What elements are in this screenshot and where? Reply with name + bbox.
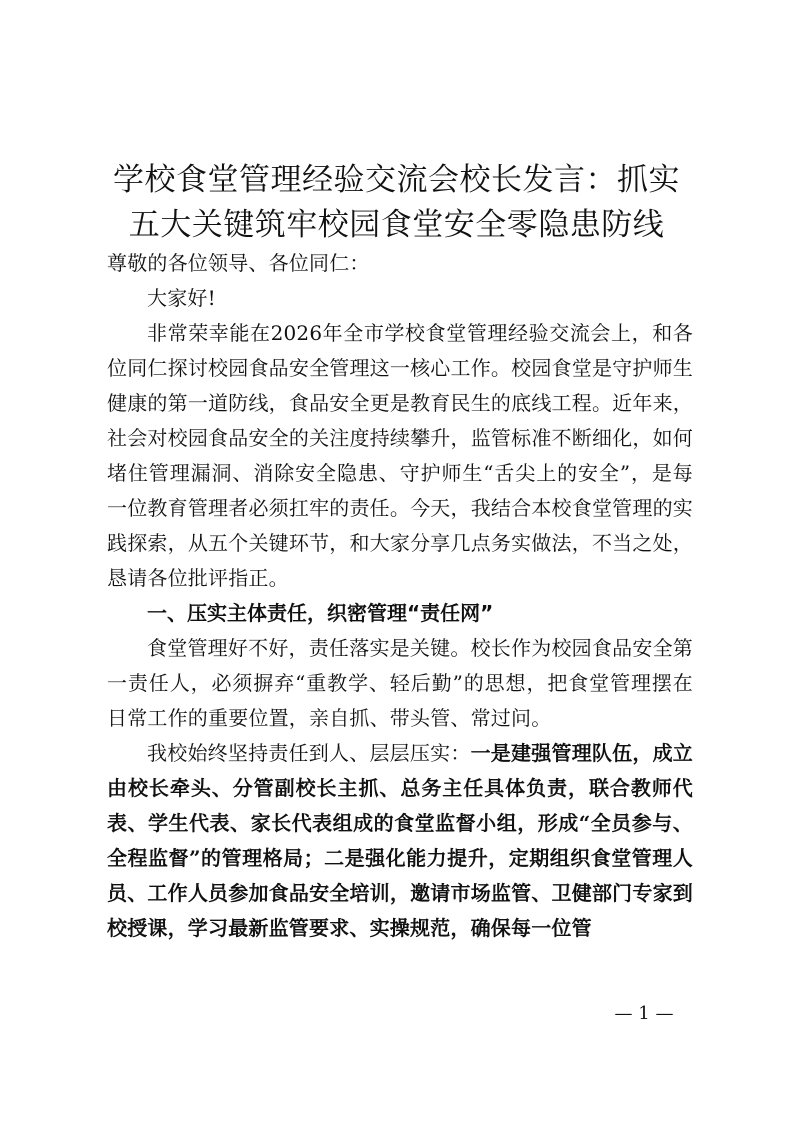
- title-line-2: 五大关键筑牢校园食堂安全零隐患防线: [128, 206, 665, 243]
- intro-paragraph: 非常荣幸能在2026年全市学校食堂管理经验交流会上，和各位同仁探讨校园食品安全管理这一核心工作。校园食堂是守护师生健康的第一道防线，食品安全更是教育民生的底线工程。近年来，社会对校园食品安全的关注度持续攀升，监管标准不断细化，如何堵住管理漏洞、消除安全隐患、守护师生“舌尖上的安全”，是每一位教育管理者必须扛牢的责任。今天，我结合本校食堂管理的实践探索，从五个关键环节，和大家分享几点务实做法，不当之处，恳请各位批评指正。: [107, 321, 693, 590]
- section-1-paragraph-2-bold-text: 一是建强管理队伍，成立由校长牵头、分管副校长主抓、总务主任具体负责，联合教师代表、学生代表、家长代表组成的食堂监督小组，形成“全员参与、全程监督”的管理格局；二是强化能力提升，定期组织食堂管理人员、工作人员参加食品安全培训，邀请市场监管、卫健部门专家到校授课，学习最新监管要求、实操规范，确保每一位管: [107, 741, 694, 940]
- section-1-paragraph-1: 食堂管理好不好，责任落实是关键。校长作为校园食品安全第一责任人，必须摒弃“重教学、轻后勤”的思想，把食堂管理摆在日常工作的重要位置，亲自抓、带头管、常过问。: [107, 636, 693, 730]
- section-1-heading: 一、压实主体责任，织密管理“责任网”: [147, 601, 494, 625]
- greeting: 大家好!: [147, 286, 216, 310]
- section-1-paragraph-2-lead: 我校始终坚持责任到人、层层压实：: [147, 741, 471, 765]
- salutation: 尊敬的各位领导、各位同仁：: [107, 251, 370, 275]
- title-line-1: 学校食堂管理经验交流会校长发言：抓实: [113, 161, 680, 198]
- document-title: [96, 158, 697, 248]
- section-1-paragraph-2: [107, 736, 693, 946]
- page-number: — 1 —: [614, 1003, 674, 1024]
- document-body: [107, 246, 693, 946]
